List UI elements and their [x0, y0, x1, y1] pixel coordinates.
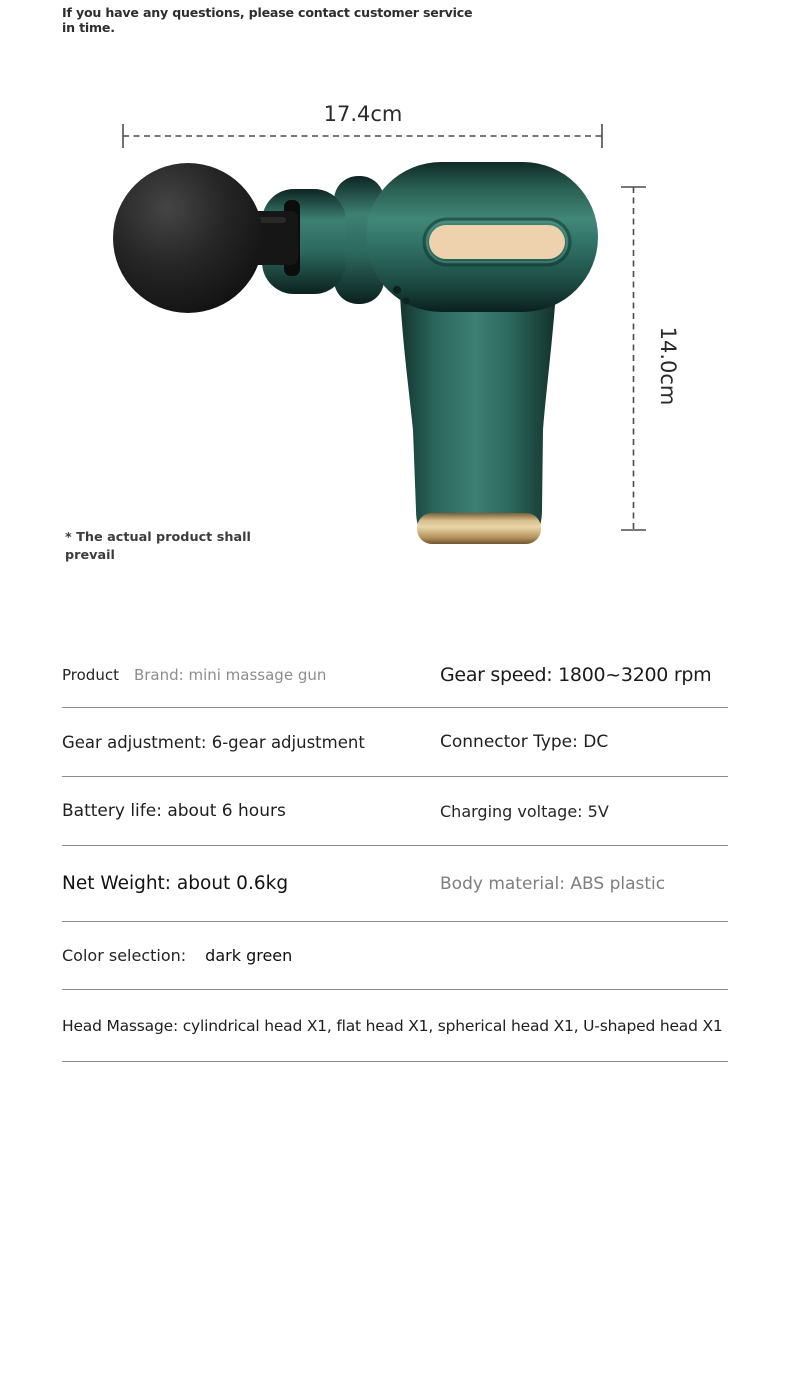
spec-row-color: [62, 922, 728, 990]
spec-row-weight: [62, 846, 728, 922]
disclaimer-line-1: * The actual product shall: [65, 530, 251, 545]
spec-row-heads: [62, 990, 728, 1062]
charging-voltage-value: Charging voltage: 5V: [440, 801, 609, 821]
spec-row-gear-adjustment: [62, 708, 728, 777]
gun-handle: [399, 278, 557, 544]
connector-type-value: Connector Type: DC: [440, 732, 609, 752]
gear-adjustment-value: Gear adjustment: 6-gear adjustment: [62, 732, 365, 752]
notice-line-1: If you have any questions, please contact customer service: [62, 5, 473, 20]
color-selection-label: Color selection:: [62, 946, 187, 965]
height-dimension: [621, 187, 646, 530]
net-weight-value: Net Weight: about 0.6kg: [62, 873, 289, 894]
gun-base-gold-cap: [417, 513, 541, 544]
massage-gun-illustration: [113, 162, 598, 544]
body-screw-1: [393, 286, 401, 294]
width-dimension-label: 17.4cm: [323, 102, 403, 126]
product-image: [0, 0, 790, 620]
spec-row-product: [62, 643, 728, 708]
disclaimer-line-2: prevail: [65, 548, 115, 563]
spherical-head: [113, 163, 263, 313]
display-slot-cream: [429, 225, 565, 259]
gear-speed-value: Gear speed: 1800~3200 rpm: [440, 664, 712, 686]
notice-line-2: in time.: [62, 20, 115, 36]
spec-row-battery: [62, 777, 728, 846]
spec-table: [62, 643, 728, 1062]
color-selection-value: dark green: [205, 946, 293, 965]
battery-life-value: Battery life: about 6 hours: [62, 801, 286, 821]
product-brand-value: Brand: mini massage gun: [133, 666, 327, 684]
head-massage-value: Head Massage: cylindrical head X1, flat head X1, spherical head X1, U-shaped head X1: [62, 1016, 723, 1035]
body-material-value: Body material: ABS plastic: [440, 873, 666, 894]
height-dimension-label: 14.0cm: [656, 326, 680, 406]
product-label: Product: [62, 666, 119, 684]
body-screw-2: [403, 298, 410, 305]
width-dimension: [123, 124, 602, 148]
